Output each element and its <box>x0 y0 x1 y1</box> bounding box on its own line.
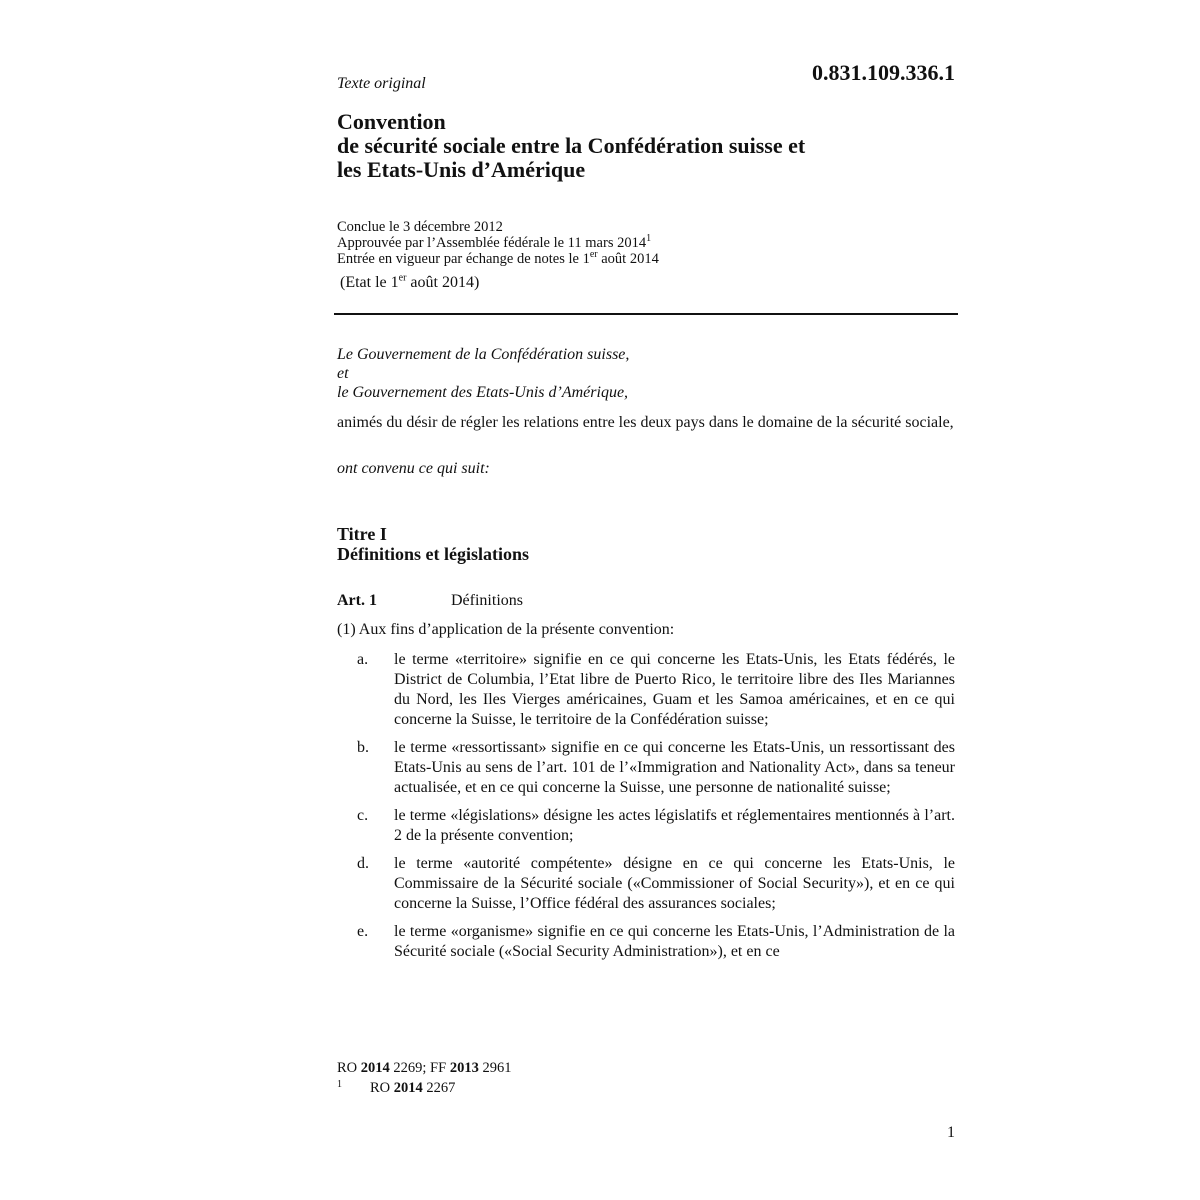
fn1-prefix: RO <box>370 1080 394 1096</box>
list-item <box>337 854 955 914</box>
item-letter: c. <box>357 807 369 824</box>
approuvee-text: Approuvée par l’Assemblée fédérale le 11 mars 2014 <box>337 235 647 251</box>
etat-date <box>340 274 479 292</box>
entree-en-vigueur <box>337 251 659 267</box>
entree-sup: er <box>589 249 598 261</box>
party-usa: le Gouvernement des Etats-Unis d’Amérique, <box>337 384 629 401</box>
adoption-metadata <box>337 219 659 267</box>
titre-heading: Définitions et législations <box>337 544 529 564</box>
footnote-1 <box>337 1078 511 1100</box>
list-item <box>337 738 955 798</box>
article-number: Art. 1 <box>337 592 377 609</box>
item-letter: d. <box>357 855 369 872</box>
article-heading <box>337 592 523 610</box>
title-line-3: les Etats-Unis d’Amérique <box>337 157 586 182</box>
title-line-1: Convention <box>337 109 446 134</box>
item-letter: a. <box>357 651 369 668</box>
texte-original-label: Texte original <box>337 75 426 92</box>
approuvee-date <box>337 235 659 251</box>
definition-list <box>337 650 955 970</box>
list-item <box>337 650 955 730</box>
ff-page: 2961 <box>478 1060 512 1076</box>
contracting-parties <box>337 345 629 402</box>
item-letter: e. <box>357 923 369 940</box>
document-number: 0.831.109.336.1 <box>812 60 955 85</box>
article-title: Définitions <box>451 592 523 609</box>
page-number: 1 <box>947 1124 955 1141</box>
item-text: le terme «législations» désigne les actes législatifs et réglementaires mentionnés à l’art. 2 de la présente convention; <box>394 807 955 844</box>
footnotes <box>337 1058 511 1100</box>
etat-suffix: août 2014) <box>406 274 480 291</box>
agreement-clause: ont convenu ce qui suit: <box>337 460 490 477</box>
list-item <box>337 922 955 962</box>
party-switzerland: Le Gouvernement de la Confédération suisse, <box>337 346 630 363</box>
item-text: le terme «territoire» signifie en ce qui concerne les Etats-Unis, les Etats fédérés, le District de Columbia, l’Etat libre de Puerto Rico, le territoire libre des Iles Mariannes du Nord, les Iles Vierges américaines, Guam et les Samoa américaines, et en ce qui concerne la Suisse, le territoire de la Confédération suisse; <box>394 651 955 728</box>
titre-number: Titre I <box>337 524 387 544</box>
page-title <box>337 110 957 182</box>
etat-prefix: (Etat le 1 <box>340 274 399 291</box>
party-conjunction: et <box>337 365 349 382</box>
entree-prefix: Entrée en vigueur par échange de notes le 1 <box>337 251 590 267</box>
ro-prefix: RO <box>337 1060 361 1076</box>
title-line-2: de sécurité sociale entre la Confédération suisse et <box>337 133 806 158</box>
fn1-page: 2267 <box>422 1080 456 1096</box>
section-title <box>337 524 529 564</box>
item-letter: b. <box>357 739 369 756</box>
etat-sup: er <box>398 272 407 284</box>
entree-suffix: août 2014 <box>597 251 659 267</box>
list-item <box>337 806 955 846</box>
divider <box>334 313 958 315</box>
item-text: le terme «autorité compétente» désigne en ce qui concerne les Etats-Unis, le Commissaire de la Sécurité sociale («Commissioner of Social Security»), et en ce qui concerne la Suisse, l’Office fédéral des assurances sociales; <box>394 855 955 912</box>
ff-year: 2013 <box>449 1060 479 1076</box>
ro-year: 2014 <box>360 1060 390 1076</box>
item-text: le terme «ressortissant» signifie en ce qui concerne les Etats-Unis, un ressortissant des Etats-Unis au sens de l’art. 101 de l’«Immigration and Nationality Act», dans sa teneur actualisée, et en ce qui concerne la Suisse, une personne de nationalité suisse; <box>394 739 955 796</box>
fn1-year: 2014 <box>393 1080 423 1096</box>
preamble: animés du désir de régler les relations entre les deux pays dans le domaine de la sécurité sociale, <box>337 414 954 431</box>
article-intro: (1) Aux fins d’application de la présente convention: <box>337 621 675 638</box>
footnote-ref-1[interactable]: 1 <box>646 233 652 245</box>
item-text: le terme «organisme» signifie en ce qui concerne les Etats-Unis, l’Administration de la Sécurité sociale («Social Security Administration»), et en ce <box>394 923 955 960</box>
conclue-date: Conclue le 3 décembre 2012 <box>337 219 503 235</box>
ro-page: 2269; FF <box>389 1060 450 1076</box>
footnote-mark: 1 <box>337 1079 342 1090</box>
